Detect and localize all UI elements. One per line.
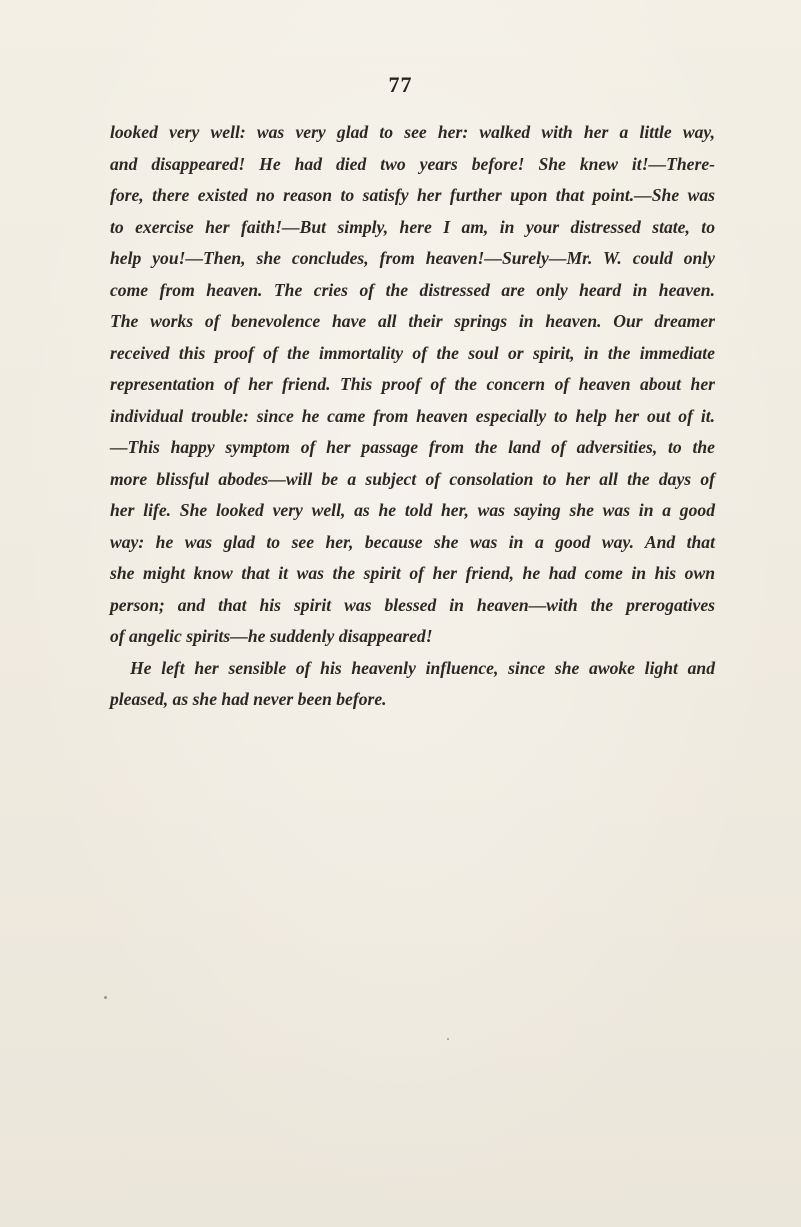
text-line: person; and that his spirit was blessed in heaven—with the prerogatives bbox=[110, 594, 715, 615]
text-line: she might know that it was the spirit of her friend, he had come in his own bbox=[110, 563, 715, 583]
text-line: of angelic spirits—he suddenly disappeared! bbox=[110, 626, 433, 646]
text-line: —This happy symptom of her passage from the land of adversities, to the bbox=[110, 437, 715, 457]
paper-speck bbox=[104, 996, 107, 999]
text-line: representation of her friend. This proof of the concern of heaven about her bbox=[110, 374, 715, 394]
text-line: looked very well: was very glad to see her: walked with her a little way, bbox=[110, 122, 715, 142]
text-line: to exercise her faith!—But simply, here I am, in your distressed state, to bbox=[110, 216, 715, 237]
paragraph-start-line: He left her sensible of his heavenly influence, since she awoke light and bbox=[130, 657, 715, 678]
text-line: pleased, as she had never been before. bbox=[110, 689, 387, 709]
text-line: help you!—Then, she concludes, from heaven!—Surely—Mr. W. could only bbox=[110, 248, 715, 268]
text-line: way: he was glad to see her, because she was in a good way. And that bbox=[110, 531, 715, 552]
text-line: received this proof of the immortality of the soul or spirit, in the immediate bbox=[110, 342, 715, 363]
text-line: individual trouble: since he came from heaven especially to help her out of it. bbox=[110, 405, 715, 426]
text-line: The works of benevolence have all their springs in heaven. Our dreamer bbox=[110, 311, 715, 331]
text-line: more blissful abodes—will be a subject of consolation to her all the days of bbox=[110, 468, 715, 489]
text-line: her life. She looked very well, as he told her, was saying she was in a good bbox=[110, 500, 715, 520]
text-line: and disappeared! He had died two years before! She knew it!—There- bbox=[110, 153, 715, 174]
page-number: 77 bbox=[388, 72, 413, 97]
paper-speck bbox=[447, 1038, 449, 1040]
text-line: come from heaven. The cries of the distressed are only heard in heaven. bbox=[110, 279, 715, 300]
text-line: fore, there existed no reason to satisfy her further upon that point.—She was bbox=[110, 185, 715, 205]
body-text bbox=[110, 117, 715, 716]
